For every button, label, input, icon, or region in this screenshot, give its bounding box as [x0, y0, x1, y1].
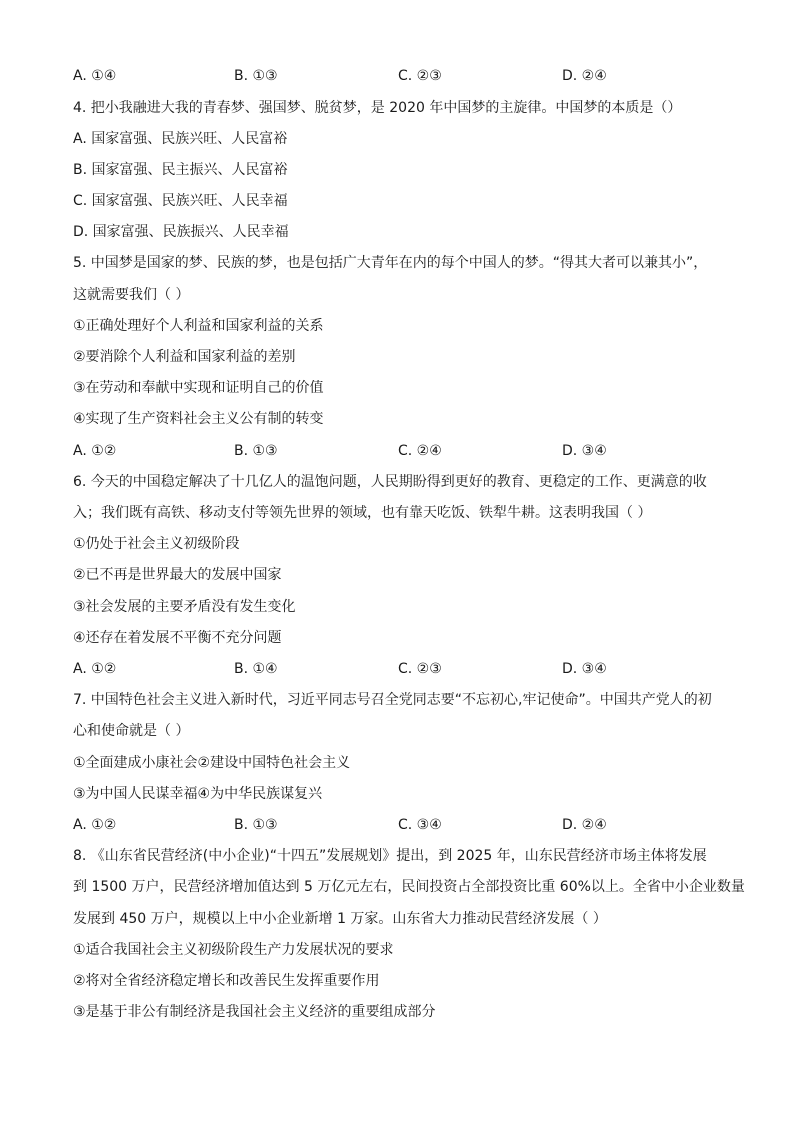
answer-option: B. ①④ [234, 661, 278, 677]
text-line: 这就需要我们（ ） [73, 287, 190, 303]
text-line: C. 国家富强、民族兴旺、人民幸福 [73, 193, 288, 209]
text-line: 5. 中国梦是国家的梦、民族的梦，也是包括广大青年在内的每个中国人的梦。“得其大者可以兼其小”， [73, 255, 708, 271]
answer-option: C. ②④ [398, 443, 442, 459]
answer-options-row [73, 66, 733, 86]
text-line: D. 国家富强、民族振兴、人民幸福 [73, 224, 289, 240]
text-line: 到 1500 万户，民营经济增加值达到 5 万亿元左右，民间投资占全部投资比重 60%以上。全省中小企业数量 [73, 879, 745, 895]
answer-option: C. ②③ [398, 68, 442, 84]
text-line: ③是基于非公有制经济是我国社会主义经济的重要组成部分 [73, 1004, 436, 1020]
text-line: ④还存在着发展不平衡不充分问题 [73, 630, 282, 646]
answer-options-row [73, 659, 733, 679]
text-line: 8. 《山东省民营经济(中小企业)“十四五”发展规划》提出，到 2025 年，山东民营经济市场主体将发展 [73, 848, 707, 864]
answer-option: D. ③④ [562, 443, 607, 459]
answer-option: B. ①③ [234, 68, 278, 84]
answer-option: B. ①③ [234, 817, 278, 833]
text-line: ④实现了生产资料社会主义公有制的转变 [73, 411, 324, 427]
answer-options-row [73, 815, 733, 835]
answer-option: D. ②④ [562, 817, 607, 833]
text-line: ③社会发展的主要矛盾没有发生变化 [73, 599, 296, 615]
answer-option: A. ①② [73, 443, 117, 459]
answer-option: D. ③④ [562, 661, 607, 677]
answer-option: A. ①② [73, 661, 117, 677]
answer-option: D. ②④ [562, 68, 607, 84]
text-line: ①适合我国社会主义初级阶段生产力发展状况的要求 [73, 942, 394, 958]
answer-option: B. ①③ [234, 443, 278, 459]
text-line: ①正确处理好个人利益和国家利益的关系 [73, 318, 324, 334]
text-line: ②将对全省经济稳定增长和改善民生发挥重要作用 [73, 973, 380, 989]
text-line: ③在劳动和奉献中实现和证明自己的价值 [73, 380, 324, 396]
text-line: 发展到 450 万户，规模以上中小企业新增 1 万家。山东省大力推动民营经济发展（ ） [73, 911, 607, 927]
text-line: 心和使命就是（ ） [73, 723, 190, 739]
text-line: ②要消除个人利益和国家利益的差别 [73, 349, 296, 365]
text-line: ②已不再是世界最大的发展中国家 [73, 567, 282, 583]
text-line: ③为中国人民谋幸福④为中华民族谋复兴 [73, 786, 323, 802]
answer-option: A. ①④ [73, 68, 117, 84]
text-line: ①全面建成小康社会②建设中国特色社会主义 [73, 755, 351, 771]
text-line: 6. 今天的中国稳定解决了十几亿人的温饱问题，人民期盼得到更好的教育、更稳定的工作、更满意的收 [73, 474, 707, 490]
text-line: B. 国家富强、民主振兴、人民富裕 [73, 162, 288, 178]
answer-option: A. ①② [73, 817, 117, 833]
text-line: ①仍处于社会主义初级阶段 [73, 536, 240, 552]
text-line: 7. 中国特色社会主义进入新时代，习近平同志号召全党同志要“不忘初心,牢记使命”。中国共产党人的初 [73, 692, 712, 708]
text-line: 4. 把小我融进大我的青春梦、强国梦、脱贫梦，是 2020 年中国梦的主旋律。中国梦的本质是（） [73, 100, 682, 116]
answer-option: C. ②③ [398, 661, 442, 677]
text-line: 入；我们既有高铁、移动支付等领先世界的领域，也有靠天吃饭、铁犁牛耕。这表明我国（ ） [73, 505, 652, 521]
answer-option: C. ③④ [398, 817, 442, 833]
answer-options-row [73, 441, 733, 461]
text-line: A. 国家富强、民族兴旺、人民富裕 [73, 131, 288, 147]
